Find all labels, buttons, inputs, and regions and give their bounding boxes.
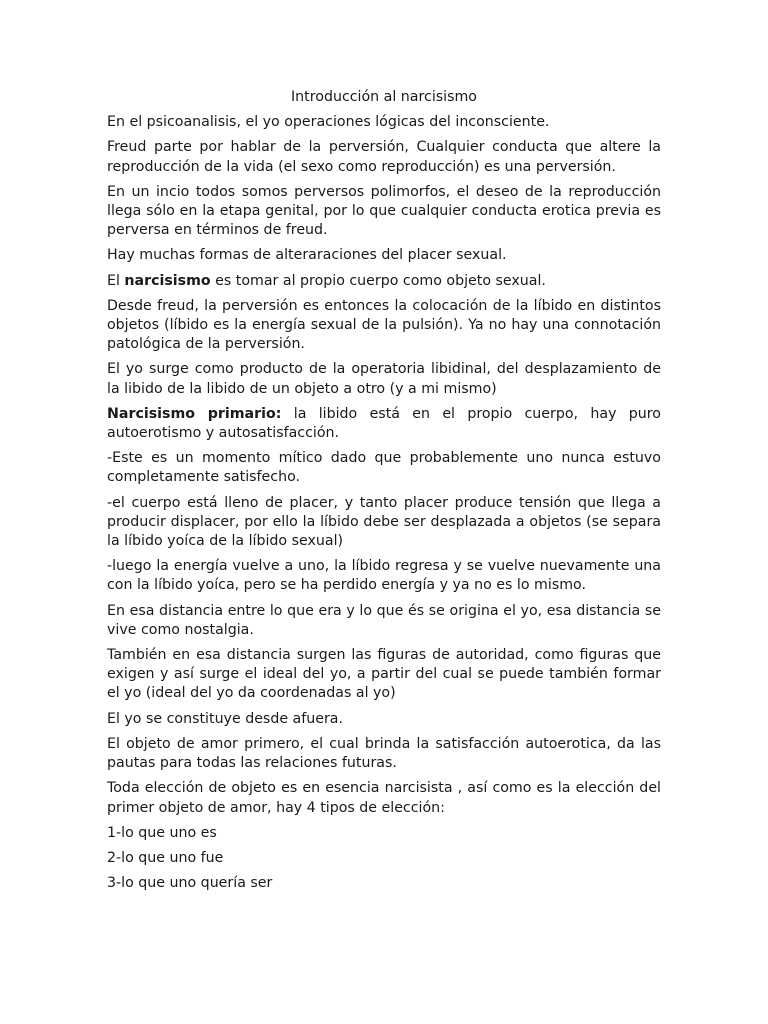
list-item: 3-lo que uno quería ser xyxy=(107,875,273,892)
paragraph: -el cuerpo está lleno de placer, y tanto placer produce tensión que llega a producir displacer, por ello la líbido debe ser desplazada a objetos (se separa la líbido yoíca de la líbido sexual) xyxy=(107,494,661,550)
paragraph: El yo surge como producto de la operatoria libidinal, del desplazamiento de la libido de la libido de un objeto a otro (y a mi mismo) xyxy=(107,361,661,397)
paragraph-text: la libido está en el propio cuerpo, hay puro autoerotismo y autosatisfacción. xyxy=(107,405,661,442)
paragraph: -luego la energía vuelve a uno, la líbido regresa y se vuelve nuevamente una con la líbido yoíca, pero se ha perdido energía y ya no es lo mismo. xyxy=(107,558,661,594)
page-title: Introducción al narcisismo xyxy=(291,89,477,105)
paragraph-text: es tomar al propio cuerpo como objeto sexual. xyxy=(210,272,546,289)
list-item: 1-lo que uno es xyxy=(107,824,217,841)
paragraph: El yo se constituye desde afuera. xyxy=(107,710,344,727)
paragraph xyxy=(107,272,661,291)
list-item: 2-lo que uno fue xyxy=(107,849,224,866)
paragraph: Toda elección de objeto es en esencia narcisista , así como es la elección del primer objeto de amor, hay 4 tipos de elección: xyxy=(107,780,661,816)
paragraph-text: El xyxy=(107,272,125,289)
bold-term: narcisismo xyxy=(124,272,211,289)
paragraph: En un incio todos somos perversos polimorfos, el deseo de la reproducción llega sólo en la etapa genital, por lo que cualquier conducta erotica previa es perversa en términos de freud. xyxy=(107,183,661,239)
paragraph: También en esa distancia surgen las figuras de autoridad, como figuras que exigen y así surge el ideal del yo, a partir del cual se puede también formar el yo (ideal del yo da coordenadas al yo) xyxy=(107,647,661,702)
paragraph: Freud parte por hablar de la perversión, Cualquier conducta que altere la reproducción de la vida (el sexo como reproducción) es una perversión. xyxy=(107,139,661,175)
bold-term: Narcisismo primario: xyxy=(107,405,282,422)
paragraph: Hay muchas formas de alteraraciones del placer sexual. xyxy=(107,247,507,264)
paragraph: El objeto de amor primero, el cual brinda la satisfacción autoerotica, da las pautas para todas las relaciones futuras. xyxy=(107,735,661,772)
paragraph: Desde freud, la perversión es entonces la colocación de la líbido en distintos objetos (líbido es la energía sexual de la pulsión). Ya no hay una connotación patológica de la perversión. xyxy=(107,297,661,353)
paragraph: En esa distancia entre lo que era y lo que és se origina el yo, esa distancia se vive como nostalgia. xyxy=(107,602,661,638)
paragraph: En el psicoanalisis, el yo operaciones lógicas del inconsciente. xyxy=(107,114,550,131)
paragraph: -Este es un momento mítico dado que probablemente uno nunca estuvo completamente satisfecho. xyxy=(107,450,661,486)
paragraph xyxy=(107,405,661,443)
